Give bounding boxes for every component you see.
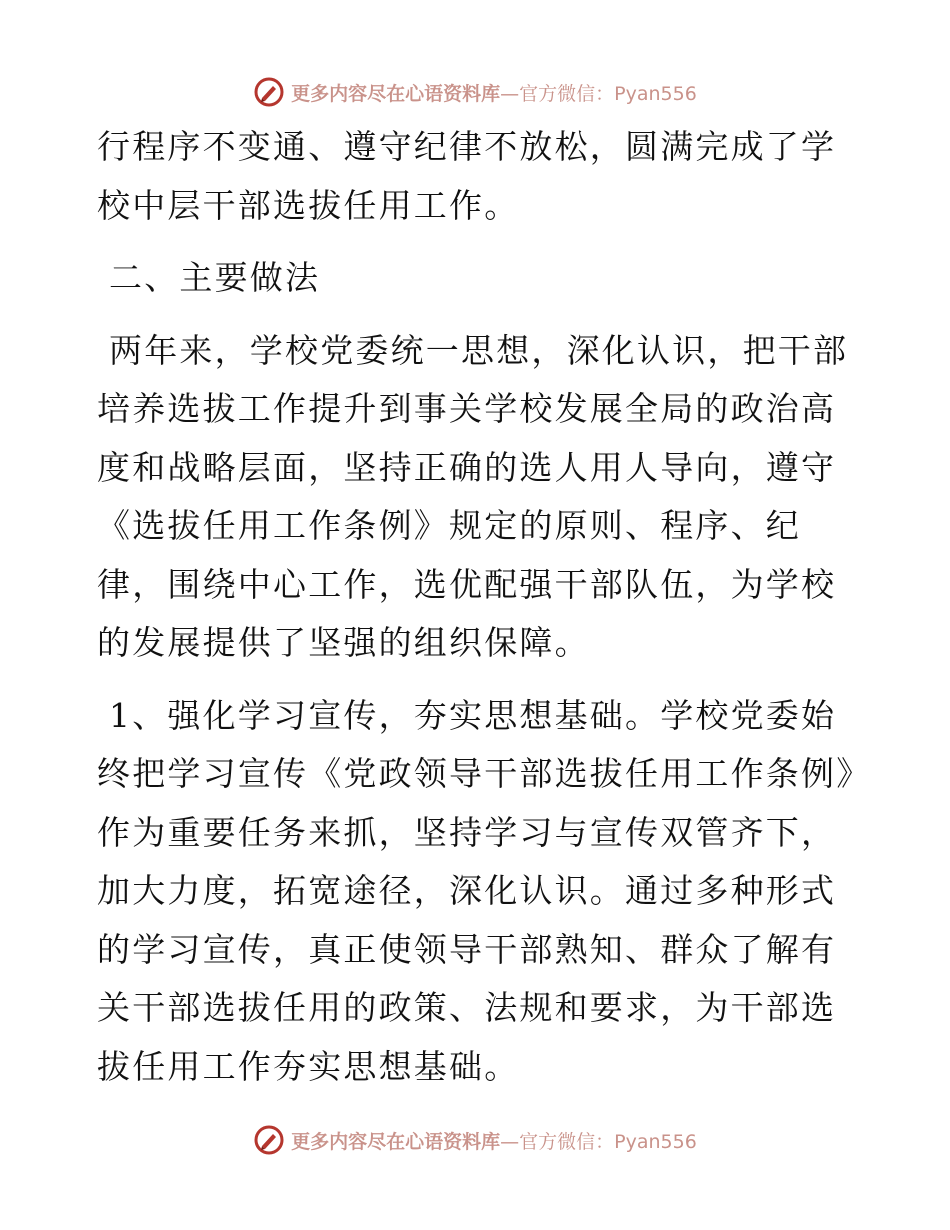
watermark-footer: [0, 1120, 950, 1160]
pen-seal-logo-icon: [253, 1124, 285, 1156]
watermark-header: [0, 72, 950, 112]
watermark-text: 更多内容尽在心语资料库—官方微信：Pyan556: [291, 82, 697, 105]
paragraph-continuation: 行程序不变通、遵守纪律不放松，圆满完成了学校中层干部选拔任用工作。: [97, 127, 837, 225]
watermark-text: 更多内容尽在心语资料库—官方微信：Pyan556: [291, 1130, 697, 1153]
pen-seal-logo-icon: [253, 76, 285, 108]
paragraph-item-1: 1、强化学习宣传，夯实思想基础。学校党委始终把学习宣传《党政领导干部选拔任用工作条例》作为重要任务来抓，坚持学习与宣传双管齐下，加大力度，拓宽途径，深化认识。通过多种形式的学习宣传，真正使领导干部熟知、群众了解有关干部选拔任用的政策、法规和要求，为干部选拔任用工作夯实思想基础。: [97, 695, 855, 1086]
paragraph-overview: 两年来，学校党委统一思想，深化认识，把干部培养选拔工作提升到事关学校发展全局的政治高度和战略层面，坚持正确的选人用人导向，遵守《选拔任用工作条例》规定的原则、程序、纪律，围绕中心工作，选优配强干部队伍，为学校的发展提供了坚强的组织保障。: [97, 330, 849, 662]
section-heading: 二、主要做法: [109, 258, 321, 297]
document-body: [97, 118, 857, 1110]
